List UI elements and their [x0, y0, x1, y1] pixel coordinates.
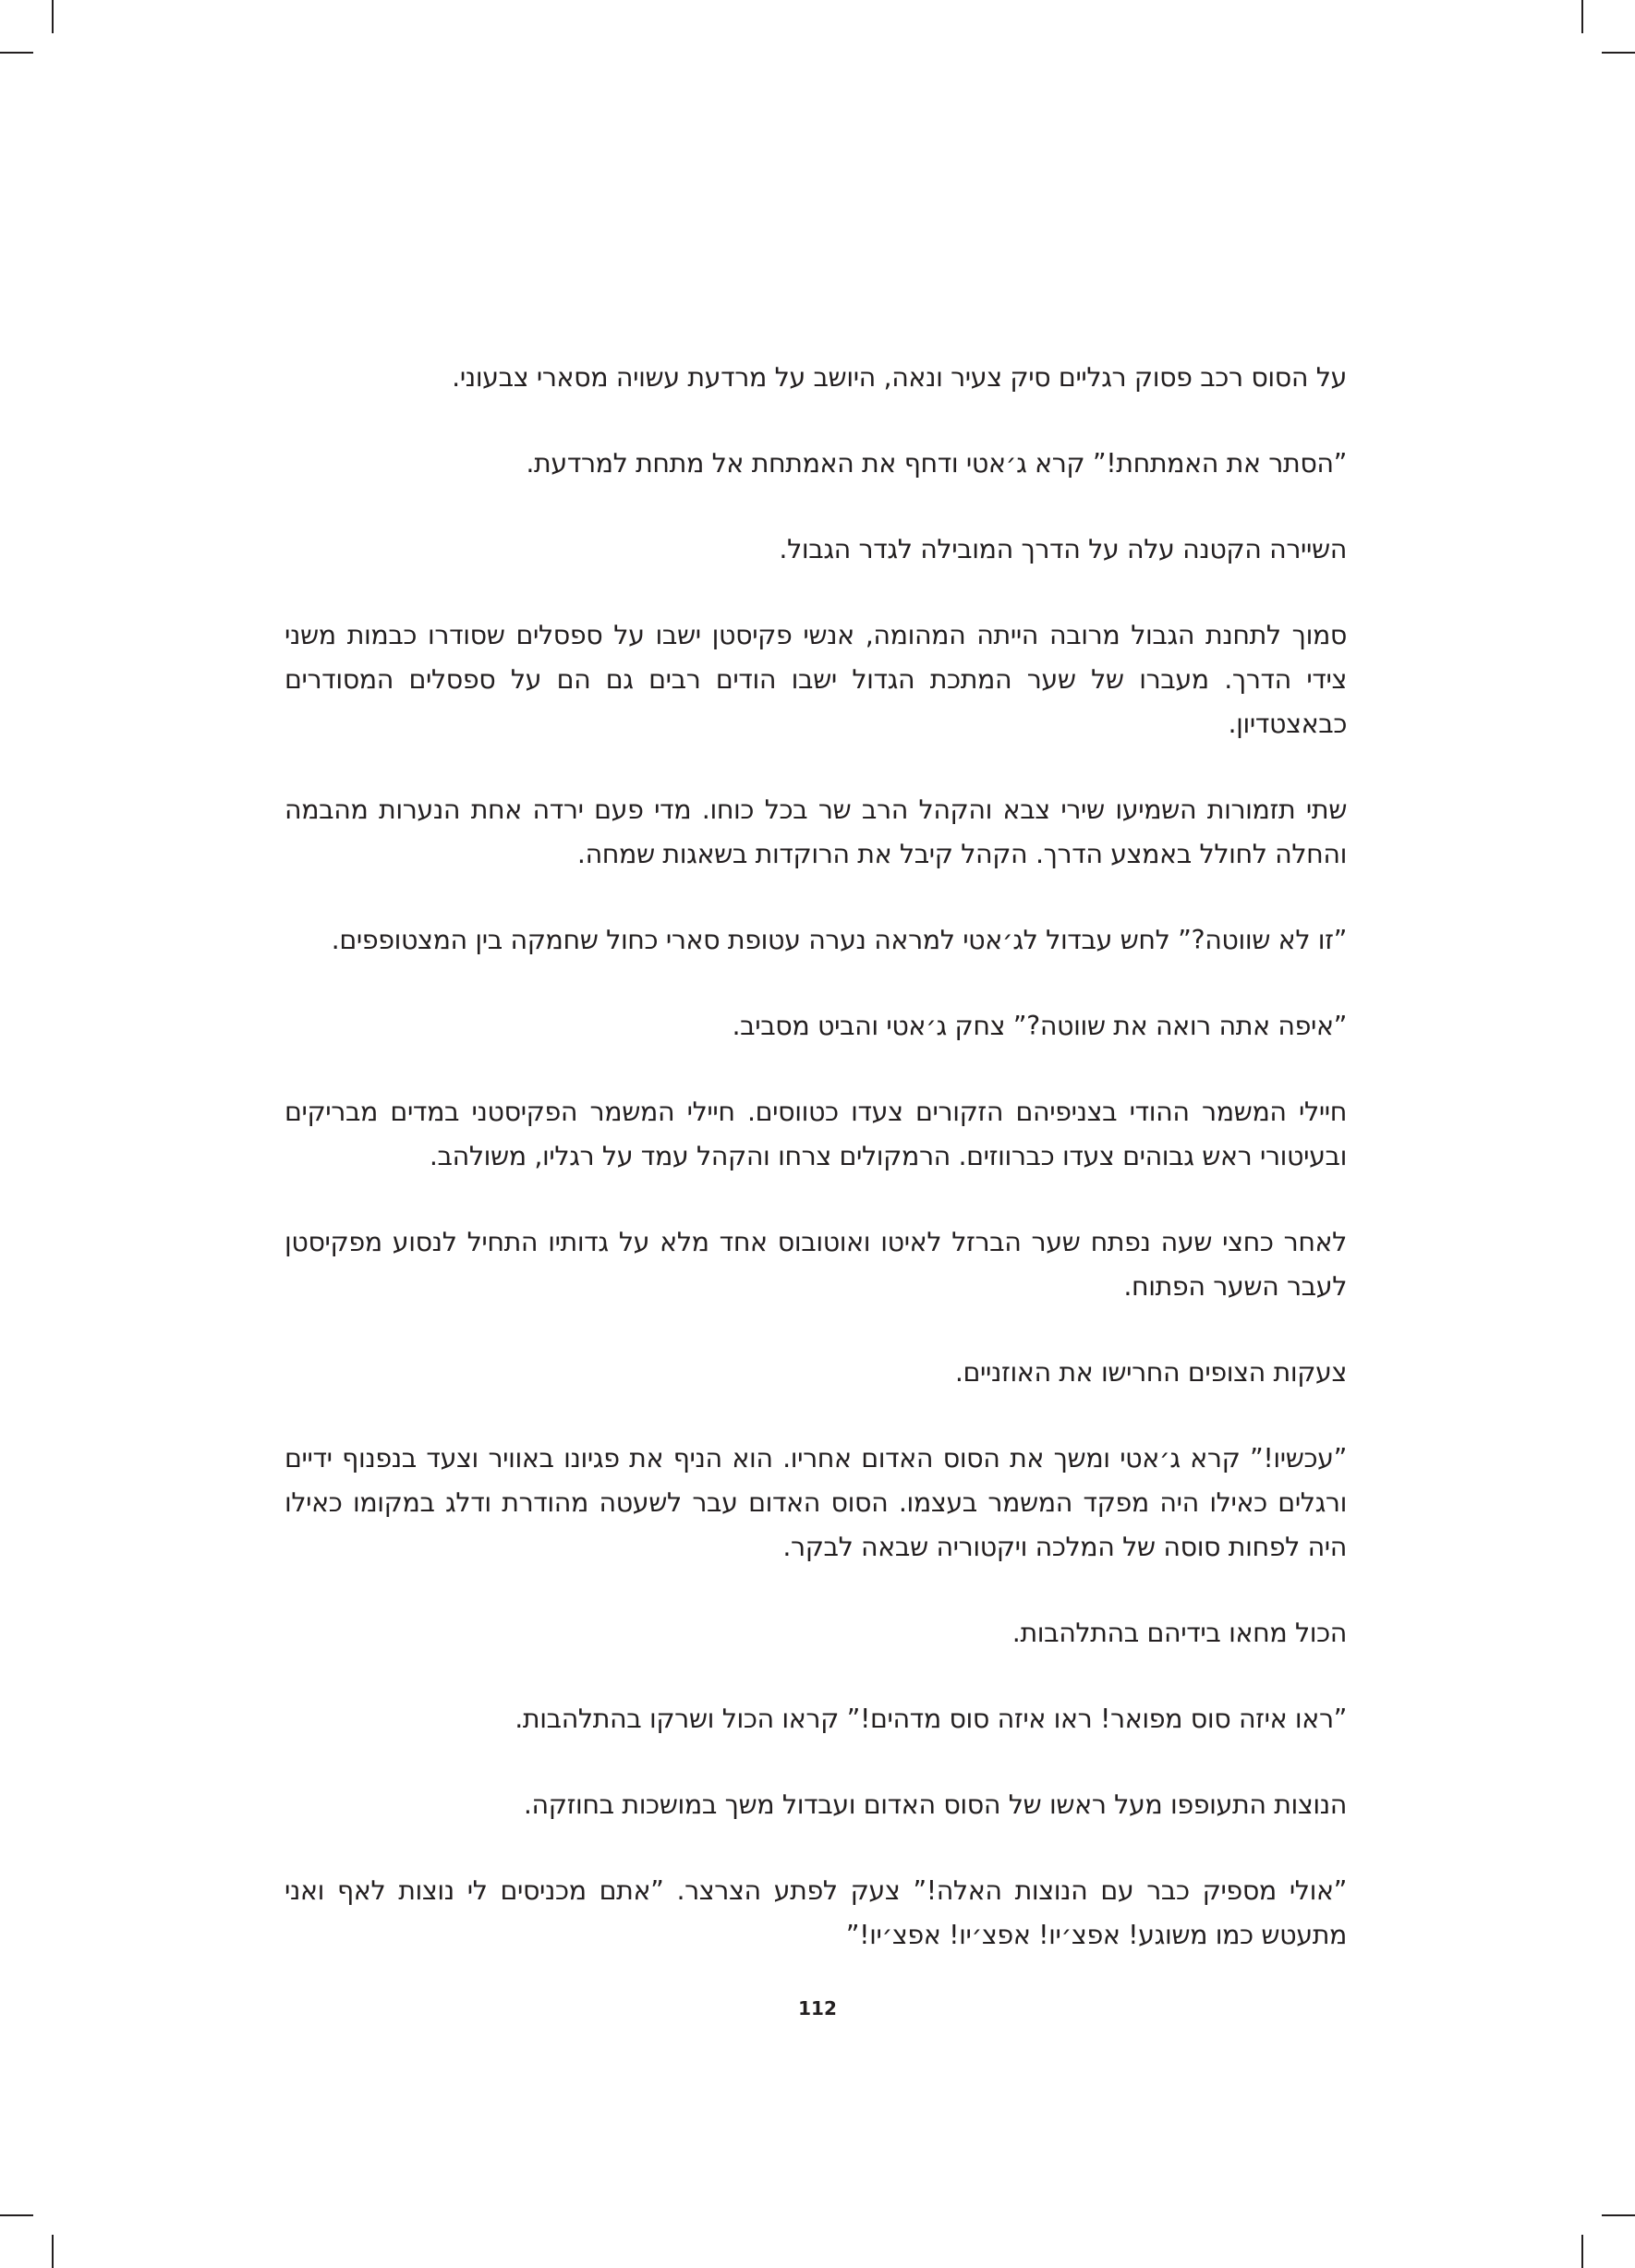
- paragraph: ”זו לא שווטה?” לחש עבדול לג׳אטי למראה נערה עטופת סארי כחול שחמקה בין המצטופפים.: [331, 925, 1347, 955]
- crop-mark-top-right-h: [1602, 52, 1635, 54]
- crop-mark-bottom-right-v: [1581, 2235, 1583, 2268]
- paragraph: ”הסתר את האמתחת!” קרא ג׳אטי ודחף את האמתחת אל מתחת למרדעת.: [526, 448, 1347, 479]
- crop-mark-bottom-left-h: [0, 2214, 33, 2216]
- paragraph: סמוך לתחנת הגבול מרובה הייתה המהומה, אנשי פקיסטן ישבו על ספסלים שסודרו כבמות משני צידי הדרך. מעברו של שער המתכת הגדול ישבו הודים רבים גם הם על ספסלים המסודרים כבאצטדיון.: [285, 620, 1347, 739]
- crop-mark-bottom-left-v: [52, 2235, 54, 2268]
- paragraph: השיירה הקטנה עלה על הדרך המובילה לגדר הגבול.: [779, 534, 1347, 564]
- paragraph: שתי תזמורות השמיעו שירי צבא והקהל הרב שר בכל כוחו. מדי פעם ירדה אחת הנערות מהבמה והחלה לחולל באמצע הדרך. הקהל קיבל את הרוקדות בשאגות שמחה.: [285, 794, 1347, 869]
- paragraph: על הסוס רכב פסוק רגליים סיק צעיר ונאה, היושב על מרדעת עשויה מסארי צבעוני.: [452, 362, 1347, 393]
- paragraph: ”אולי מספיק כבר עם הנוצות האלה!” צעק לפתע הצרצר. ”אתם מכניסים לי נוצות לאף ואני מתעטש כמו משוגע! אפצ׳יו! אפצ׳יו! אפצ׳יו!”: [285, 1875, 1347, 1950]
- paragraph: ”עכשיו!” קרא ג׳אטי ומשך את הסוס האדום אחריו. הוא הניף את פגיונו באוויר וצעד בנפנוף ידיים ורגלים כאילו היה מפקד המשמר בעצמו. הסוס האדום עבר לשעטה מהודרת ודלג במקומו כאילו היה לפחות סוסה של המלכה ויקטוריה שבאה לבקר.: [285, 1443, 1347, 1562]
- paragraph: ”ראו איזה סוס מפואר! ראו איזה סוס מדהים!” קראו הכול ושרקו בהתלהבות.: [515, 1704, 1347, 1734]
- paragraph: ”איפה אתה רואה את שווטה?” צחק ג׳אטי והביט מסביב.: [732, 1011, 1347, 1041]
- crop-mark-top-left-h: [0, 52, 33, 54]
- page-number: 112: [798, 1997, 837, 2019]
- paragraph: לאחר כחצי שעה נפתח שער הברזל לאיטו ואוטובוס אחד מלא על גדותיו התחיל לנסוע מפקיסטן לעבר השער הפתוח.: [285, 1227, 1347, 1302]
- crop-mark-top-right-v: [1581, 0, 1583, 33]
- crop-mark-bottom-right-h: [1602, 2214, 1635, 2216]
- paragraph: הכול מחאו בידיהם בהתלהבות.: [1011, 1618, 1347, 1648]
- paragraph: הנוצות התעופפו מעל ראשו של הסוס האדום ועבדול משך במושכות בחוזקה.: [523, 1789, 1347, 1820]
- crop-mark-top-left-v: [52, 0, 54, 33]
- paragraph: חיילי המשמר ההודי בצניפיהם הזקורים צעדו כטווסים. חיילי המשמר הפקיסטני במדים מבריקים ובעיטורי ראש גבוהים צעדו כברווזים. הרמקולים צרחו והקהל עמד על רגליו, משולהב.: [285, 1097, 1347, 1171]
- paragraph: צעקות הצופים החרישו את האוזניים.: [954, 1357, 1347, 1388]
- page-body: [285, 356, 1347, 1999]
